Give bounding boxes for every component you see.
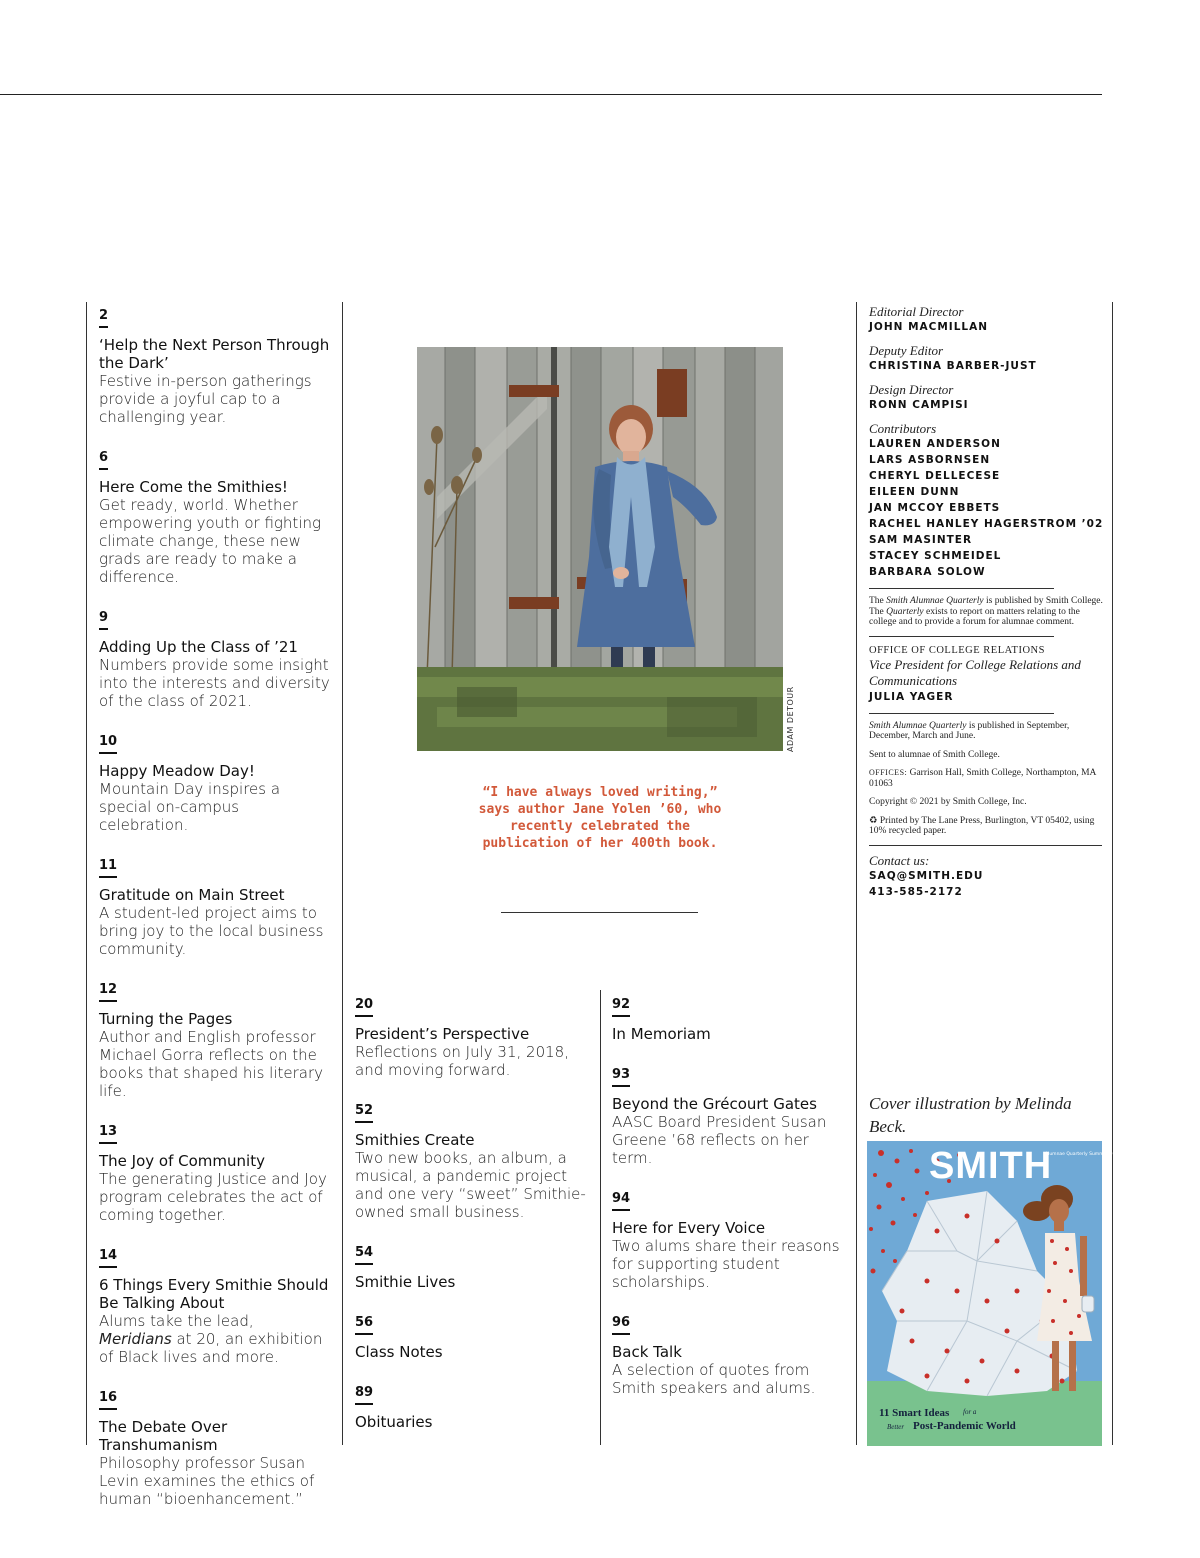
entry-title: Here Come the Smithies! (99, 478, 288, 496)
entry-description: Numbers provide some insight into the interests and diversity of the class of 2021. (99, 656, 330, 710)
page-number: 16 (99, 1391, 117, 1410)
top-rule (0, 94, 1102, 95)
cover-tagline: Post-Pandemic World (913, 1420, 1016, 1432)
toc-entry[interactable] (612, 1311, 848, 1397)
page-number: 6 (99, 451, 108, 470)
contributor-name: JAN MCCOY EBBETS (869, 502, 1001, 514)
office-label: OFFICE OF COLLEGE RELATIONS (869, 644, 1045, 656)
page-number: 96 (612, 1316, 630, 1335)
cover-tagline: Better (887, 1423, 905, 1431)
cover-tagline: 11 Smart Ideas (879, 1407, 950, 1419)
printer-note: ♻ Printed by The Lane Press, Burlington, VT 05402, using 10% recycled paper. (869, 815, 1095, 836)
contributor-name: LARS ASBORNSEN (869, 454, 991, 466)
contact-email[interactable]: SAQ@SMITH.EDU (869, 869, 984, 882)
entry-description: Mountain Day inspires a special on-campus celebration. (99, 780, 281, 834)
toc-entry[interactable] (355, 1311, 591, 1361)
masthead-rule (869, 713, 1054, 714)
sent-to: Sent to alumnae of Smith College. (869, 749, 1000, 760)
entry-title: 6 Things Every Smithie Should Be Talking About (99, 1276, 329, 1312)
contributor-name: STACEY SCHMEIDEL (869, 550, 1002, 562)
masthead-rule (869, 636, 1054, 637)
toc-entry[interactable] (99, 1120, 331, 1224)
page-number: 10 (99, 735, 117, 754)
entry-title: Turning the Pages (99, 1010, 233, 1028)
contributor-name: LAUREN ANDERSON (869, 438, 1001, 450)
page-number: 89 (355, 1386, 373, 1405)
entry-title: The Joy of Community (99, 1152, 265, 1170)
cover-side-text: Alumnae Quarterly Summer 2021 (1045, 1152, 1122, 1157)
offices-label: OFFICES: (869, 768, 908, 777)
page-number: 94 (612, 1192, 630, 1211)
publisher-text: is published by Smith College. The (869, 596, 1103, 617)
copyright: Copyright © 2021 by Smith College, Inc. (869, 797, 1027, 807)
journal-name: Meridians (99, 1330, 172, 1348)
contributors-label: Contributors (869, 421, 937, 436)
page-number: 9 (99, 611, 108, 630)
entry-description (99, 1312, 331, 1366)
description-text: at 20, an exhibition of Black lives and more. (99, 1330, 323, 1366)
toc-entry[interactable] (612, 993, 848, 1043)
entry-title: The Debate Over Transhumanism (99, 1418, 228, 1454)
entry-description: Festive in-person gatherings provide a joyful cap to a challenging year. (99, 372, 312, 426)
masthead (869, 304, 1105, 900)
contact-label: Contact us: (869, 852, 930, 868)
masthead-rule (869, 588, 1054, 589)
publication-schedule (869, 721, 1105, 742)
toc-entry[interactable] (99, 446, 331, 586)
toc-column-2 (355, 993, 591, 1431)
toc-entry[interactable] (99, 730, 331, 834)
entry-title: Beyond the Grécourt Gates (612, 1095, 817, 1113)
toc-entry[interactable] (612, 1187, 848, 1291)
photo-caption: “I have always loved writing,” says author Jane Yolen ’60, who recently celebrated the publication of her 400th book. (478, 785, 722, 851)
column-divider (86, 302, 87, 1445)
entry-title: Back Talk (612, 1343, 682, 1361)
contributor-name: RACHEL HANLEY HAGERSTROM ’02 (869, 518, 1104, 530)
toc-column-3 (612, 993, 848, 1397)
page-number: 2 (99, 309, 108, 328)
page-number: 56 (355, 1316, 373, 1335)
publication-name: Smith Alumnae Quarterly (886, 596, 984, 606)
barn-door-photo-illustration (417, 347, 783, 751)
entry-description: Get ready, world. Whether empowering youth or fighting climate change, these new grads are ready to make a difference. (99, 496, 321, 586)
entry-description: A student-led project aims to bring joy to the local business community. (99, 904, 324, 958)
vp-title: Vice President for College Relations and Communications (869, 656, 1081, 688)
entry-description: Author and English professor Michael Gorra reflects on the books that shaped his literary life. (99, 1028, 324, 1100)
toc-entry[interactable] (355, 1241, 591, 1291)
publisher-statement (869, 596, 1105, 628)
design-director-name: RONN CAMPISI (869, 399, 969, 411)
contact-phone: 413-585-2172 (869, 885, 963, 898)
contributor-name: CHERYL DELLECESE (869, 470, 1001, 482)
column-divider (600, 990, 601, 1445)
entry-title: ‘Help the Next Person Through the Dark’ (99, 336, 330, 372)
column-divider (1112, 302, 1113, 1445)
cover-credit: Cover illustration by Melinda Beck. (869, 1094, 1072, 1136)
toc-entry[interactable] (99, 606, 331, 710)
photo-credit: ADAM DETOUR (786, 686, 795, 752)
magazine-cover (867, 1141, 1122, 1446)
entry-title: Smithie Lives (355, 1273, 456, 1291)
publication-name: Quarterly (886, 606, 924, 617)
page-number: 20 (355, 998, 373, 1017)
entry-title: Smithies Create (355, 1131, 475, 1149)
deputy-editor-label: Deputy Editor (869, 343, 944, 358)
toc-entry[interactable] (99, 978, 331, 1100)
contributor-name: EILEEN DUNN (869, 486, 960, 498)
entry-title: President’s Perspective (355, 1025, 530, 1043)
entry-title: Adding Up the Class of ’21 (99, 638, 298, 656)
entry-description: Two alums share their reasons for supporting student scholarships. (612, 1237, 840, 1291)
toc-entry[interactable] (355, 1099, 591, 1221)
entry-description: Reflections on July 31, 2018, and moving forward. (355, 1043, 569, 1079)
cover-title: SMITH (929, 1145, 1053, 1187)
schedule-text: is published in September, December, March and June. (869, 720, 1070, 741)
entry-description: Philosophy professor Susan Levin examines the ethics of human “bioenhancement.” (99, 1454, 315, 1508)
toc-entry[interactable] (99, 1244, 331, 1366)
vp-name: JULIA YAGER (869, 690, 954, 703)
publication-name: Smith Alumnae Quarterly (869, 720, 967, 731)
editorial-director-label: Editorial Director (869, 304, 964, 319)
page-number: 13 (99, 1125, 117, 1144)
editorial-director-name: JOHN MACMILLAN (869, 321, 988, 333)
entry-title: Gratitude on Main Street (99, 886, 285, 904)
toc-entry[interactable] (99, 854, 331, 958)
toc-entry[interactable] (612, 1063, 848, 1167)
entry-title: Obituaries (355, 1413, 433, 1431)
toc-entry[interactable] (355, 993, 591, 1079)
jane-yolen-photo (417, 347, 783, 751)
entry-title: Happy Meadow Day! (99, 762, 255, 780)
toc-entry[interactable] (99, 1386, 331, 1508)
column-divider (342, 302, 343, 1445)
cover-tagline: for a (963, 1408, 977, 1416)
description-text: Alums take the lead, (99, 1312, 254, 1330)
page-number: 54 (355, 1246, 373, 1265)
entry-title: Class Notes (355, 1343, 443, 1361)
page-number: 14 (99, 1249, 117, 1268)
toc-entry[interactable] (99, 304, 331, 426)
publisher-text: The (869, 596, 887, 606)
page-number: 52 (355, 1104, 373, 1123)
page-number: 92 (612, 998, 630, 1017)
deputy-editor-name: CHRISTINA BARBER-JUST (869, 360, 1037, 372)
page-number: 93 (612, 1068, 630, 1087)
entry-description: A selection of quotes from Smith speakers and alums. (612, 1361, 816, 1397)
offices-text: Garrison Hall, Smith College, Northampton, MA 01063 (869, 768, 1096, 789)
design-director-label: Design Director (869, 382, 954, 397)
publisher-text: exists to report on matters relating to the college and to provide a forum for alumnae comment. (869, 606, 1080, 627)
column-divider (856, 302, 857, 1445)
masthead-rule (869, 845, 1102, 846)
caption-rule (501, 912, 698, 913)
toc-entry[interactable] (355, 1381, 591, 1431)
entry-description: AASC Board President Susan Greene ’68 reflects on her term. (612, 1113, 827, 1167)
entry-description: The generating Justice and Joy program celebrates the act of coming together. (99, 1170, 327, 1224)
toc-column-1 (99, 304, 331, 1508)
page-number: 11 (99, 859, 117, 878)
contributor-name: SAM MASINTER (869, 534, 973, 546)
entry-description: Two new books, an album, a musical, a pandemic project and one very “sweet” Smithie-owned small business. (355, 1149, 586, 1221)
page-number: 12 (99, 983, 117, 1002)
offices-address (869, 768, 1105, 789)
cover-illustration (867, 1141, 1122, 1446)
entry-title: Here for Every Voice (612, 1219, 766, 1237)
entry-title: In Memoriam (612, 1025, 711, 1043)
contributor-name: BARBARA SOLOW (869, 566, 986, 578)
